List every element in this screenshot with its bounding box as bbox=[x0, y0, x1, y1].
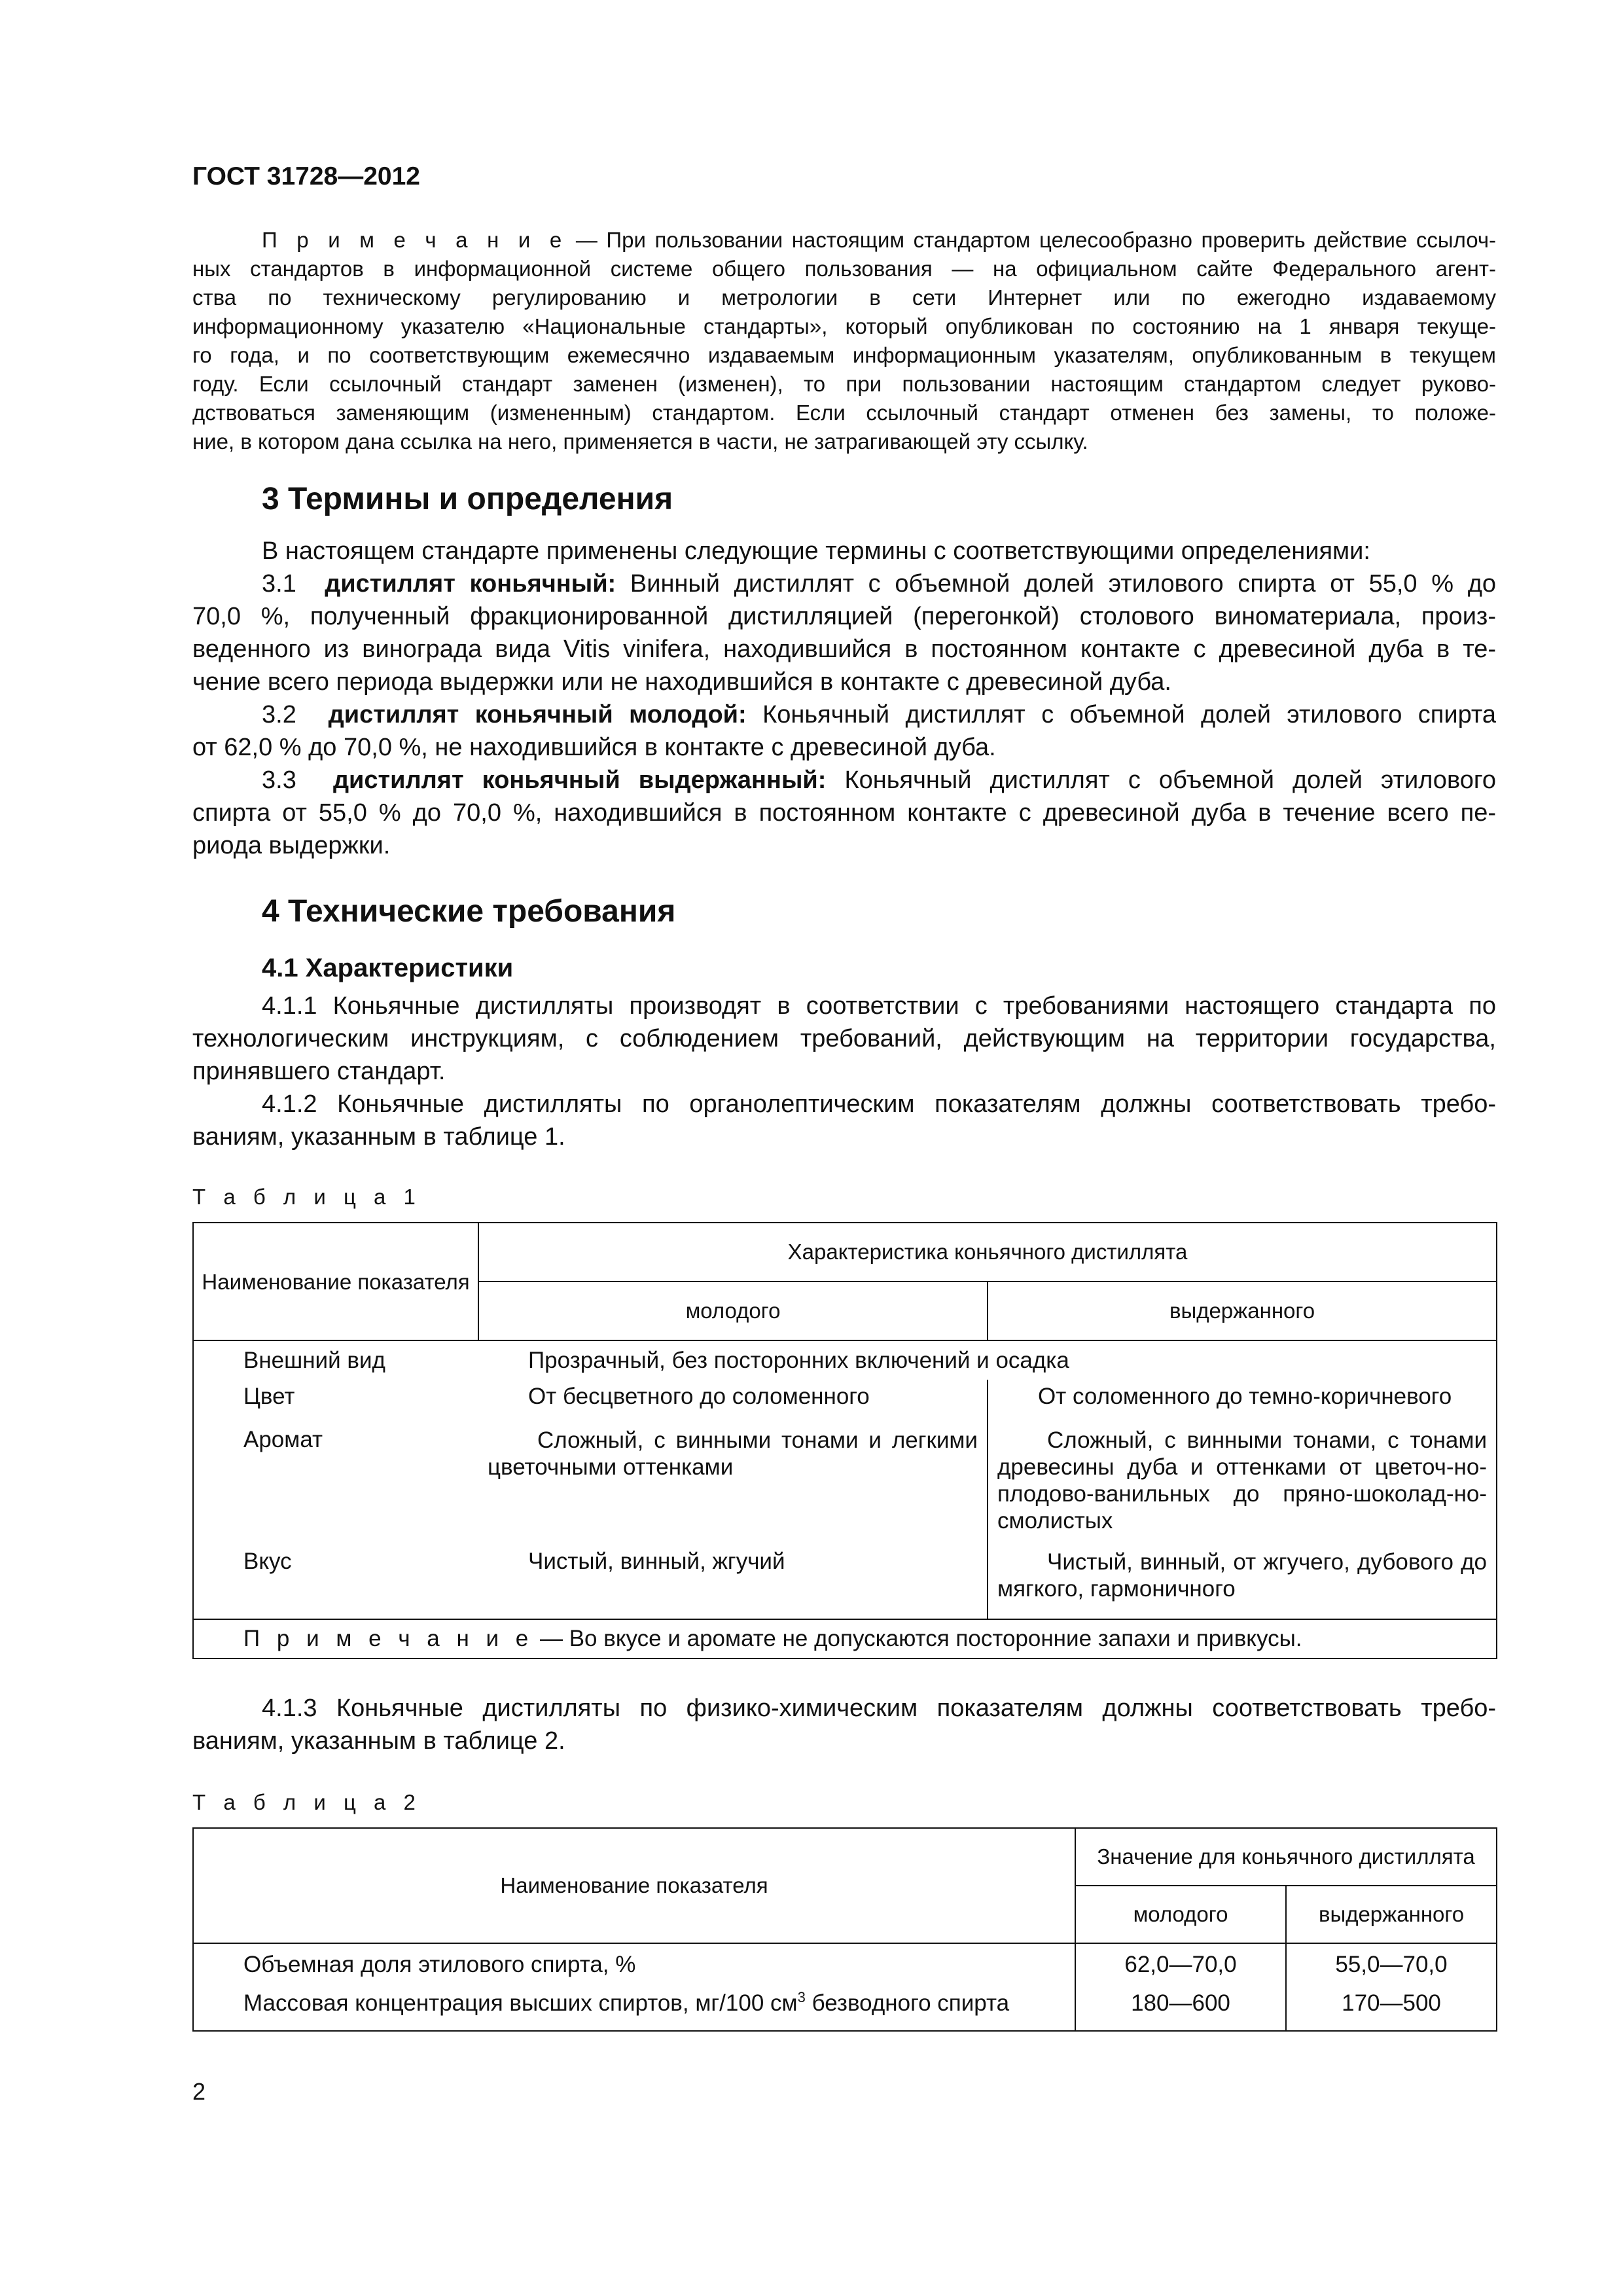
term-3-3-line: спирта от 55,0 % до 70,0 %, находившийся в постоянном контакте с древесиной дуба в течение всего пе- bbox=[192, 799, 1496, 827]
note-text: — При пользовании настоящим стандартом целесообразно проверить действие ссылоч- bbox=[567, 228, 1496, 252]
note-line: информационному указателю «Национальные стандарты», который опубликован по состоянию на 1 января текуще- bbox=[192, 314, 1496, 338]
note-line: ных стандартов в информационной системе общего пользования — на официальном сайте Федерального агент- bbox=[192, 257, 1496, 281]
paragraph-4-1-3 bbox=[192, 1692, 1496, 1757]
table-row bbox=[193, 1340, 1497, 1380]
table-1-subheader-aged: выдержанного bbox=[988, 1282, 1497, 1340]
section-3-body bbox=[192, 535, 1496, 862]
note-line: ства по техническому регулированию и метрологии в сети Интернет или по ежегодно издаваемому bbox=[192, 285, 1496, 310]
table-1 bbox=[192, 1222, 1497, 1659]
note-label: П р и м е ч а н и е bbox=[262, 228, 567, 252]
paragraph-line: ваниям, указанным в таблице 1. bbox=[192, 1123, 565, 1151]
table-row bbox=[193, 1943, 1497, 1985]
term-name: дистиллят коньячный выдержанный: bbox=[332, 766, 827, 794]
term-3-3-line: риода выдержки. bbox=[192, 832, 391, 859]
paragraph-line: ваниям, указанным в таблице 2. bbox=[192, 1727, 565, 1755]
table-2-subheader-aged: выдержанного bbox=[1286, 1886, 1497, 1943]
term-3-2-line: от 62,0 % до 70,0 %, не находившийся в контакте с древесиной дуба. bbox=[192, 734, 996, 761]
term-name: дистиллят коньячный: bbox=[325, 570, 616, 598]
table-cell: Вкус bbox=[193, 1546, 478, 1619]
table-row bbox=[193, 1985, 1497, 2031]
paragraph-4-1-1 bbox=[192, 990, 1496, 1088]
table-2-label: Т а б л и ц а 2 bbox=[192, 1790, 421, 1814]
table-note-row bbox=[193, 1619, 1497, 1659]
table-cell: 170—500 bbox=[1286, 1985, 1497, 2031]
table-row bbox=[193, 1422, 1497, 1546]
note-line: го года, и по соответствующим ежемесячно издаваемым информационным указателям, опубликованным в текущем bbox=[192, 343, 1496, 367]
term-number: 3.2 bbox=[262, 701, 296, 728]
paragraph-line: 4.1.3 Коньячные дистилляты по физико-химическим показателям должны соответствовать требо- bbox=[262, 1695, 1496, 1722]
table-cell: 62,0—70,0 bbox=[1075, 1943, 1286, 1985]
term-3-1-line: веденного из винограда вида Vitis vinifera, находившийся в постоянном контакте с древесиной дуба в те- bbox=[192, 636, 1496, 663]
cell-text: Сложный, с винными тонами, с тонами древесины дуба и оттенками от цветоч-но-плодово-ванильных до пряно-шоколад-но-смолистых bbox=[997, 1427, 1488, 1534]
table-cell: Объемная доля этилового спирта, % bbox=[193, 1943, 1075, 1985]
table-cell: Цвет bbox=[193, 1380, 478, 1422]
table-1-subheader-young: молодого bbox=[478, 1282, 988, 1340]
note-line: ние, в котором дана ссылка на него, применяется в части, не затрагивающей эту ссылку. bbox=[192, 429, 1088, 454]
table-cell bbox=[193, 1985, 1075, 2031]
term-number: 3.1 bbox=[262, 570, 296, 598]
section-4-heading: 4 Технические требования bbox=[262, 894, 676, 929]
table-1-col1-header: Наименование показателя bbox=[193, 1223, 478, 1340]
note-text: — Во вкусе и аромате не допускаются посторонние запахи и привкусы. bbox=[533, 1626, 1302, 1651]
note-line: дствоваться заменяющим (измененным) стандартом. Если ссылочный стандарт отменен без замены, то положе- bbox=[192, 401, 1496, 425]
table-cell: Прозрачный, без посторонних включений и осадка bbox=[478, 1340, 1497, 1380]
note-label: П р и м е ч а н и е bbox=[243, 1626, 534, 1651]
paragraph-4-1-2 bbox=[192, 1088, 1496, 1153]
table-2-col1-header: Наименование показателя bbox=[193, 1828, 1075, 1943]
cell-text: безводного спирта bbox=[805, 1990, 1010, 2016]
table-cell bbox=[988, 1422, 1497, 1546]
table-row bbox=[193, 1546, 1497, 1619]
page-number: 2 bbox=[192, 2078, 206, 2105]
term-3-1-line bbox=[192, 567, 1496, 600]
table-cell: От бесцветного до соломенного bbox=[478, 1380, 988, 1422]
table-cell bbox=[478, 1422, 988, 1546]
table-cell: Внешний вид bbox=[193, 1340, 478, 1380]
section-3-heading: 3 Термины и определения bbox=[262, 482, 673, 516]
table-cell: 180—600 bbox=[1075, 1985, 1286, 2031]
table-cell bbox=[988, 1546, 1497, 1619]
paragraph-line: 4.1.2 Коньячные дистилляты по органолептическим показателям должны соответствовать требо- bbox=[262, 1090, 1496, 1118]
term-number: 3.3 bbox=[262, 766, 296, 794]
paragraph-line: технологическим инструкциям, с соблюдением требований, действующим на территории государства, bbox=[192, 1025, 1496, 1052]
note-line: году. Если ссылочный стандарт заменен (изменен), то при пользовании настоящим стандартом следует руково- bbox=[192, 372, 1496, 396]
table-1-note bbox=[193, 1619, 1497, 1659]
table-1-group-header: Характеристика коньячного дистиллята bbox=[478, 1223, 1497, 1282]
term-3-2-line bbox=[192, 698, 1496, 731]
cell-text: Массовая концентрация высших спиртов, мг/100 см bbox=[243, 1990, 798, 2016]
term-definition: Коньячный дистиллят с объемной долей этилового bbox=[826, 766, 1496, 794]
term-3-1-line: чение всего периода выдержки или не находившийся в контакте с древесиной дуба. bbox=[192, 668, 1171, 696]
paragraph-line: принявшего стандарт. bbox=[192, 1058, 446, 1085]
superscript: 3 bbox=[797, 1989, 806, 2005]
section-3-intro: В настоящем стандарте применены следующие термины с соответствующими определениями: bbox=[262, 537, 1370, 565]
term-3-1-line: 70,0 %, полученный фракционированной дистилляцией (перегонкой) столового виноматериала, произ- bbox=[192, 603, 1496, 630]
note-block bbox=[192, 226, 1496, 456]
table-row bbox=[193, 1380, 1497, 1422]
subsection-4-1-heading: 4.1 Характеристики bbox=[262, 954, 514, 982]
note-line bbox=[192, 226, 1496, 255]
table-cell: Аромат bbox=[193, 1422, 478, 1546]
table-cell: 55,0—70,0 bbox=[1286, 1943, 1497, 1985]
term-definition: Винный дистиллят с объемной долей этилового спирта от 55,0 % до bbox=[616, 570, 1497, 598]
term-name: дистиллят коньячный молодой: bbox=[328, 701, 747, 728]
document-header: ГОСТ 31728—2012 bbox=[192, 162, 420, 190]
table-2 bbox=[192, 1827, 1497, 2032]
term-3-3-line bbox=[192, 764, 1496, 797]
table-2-group-header: Значение для коньячного дистиллята bbox=[1075, 1828, 1497, 1886]
table-2-subheader-young: молодого bbox=[1075, 1886, 1286, 1943]
term-definition: Коньячный дистиллят с объемной долей этилового спирта bbox=[746, 701, 1496, 728]
paragraph-line: 4.1.1 Коньячные дистилляты производят в соответствии с требованиями настоящего стандарта по bbox=[262, 992, 1496, 1020]
cell-text: Чистый, винный, от жгучего, дубового до мягкого, гармоничного bbox=[997, 1549, 1488, 1602]
cell-text: Сложный, с винными тонами и легкими цветочными оттенками bbox=[488, 1427, 978, 1480]
table-cell: Чистый, винный, жгучий bbox=[478, 1546, 988, 1619]
table-1-label: Т а б л и ц а 1 bbox=[192, 1185, 421, 1209]
table-cell: От соломенного до темно-коричневого bbox=[988, 1380, 1497, 1422]
